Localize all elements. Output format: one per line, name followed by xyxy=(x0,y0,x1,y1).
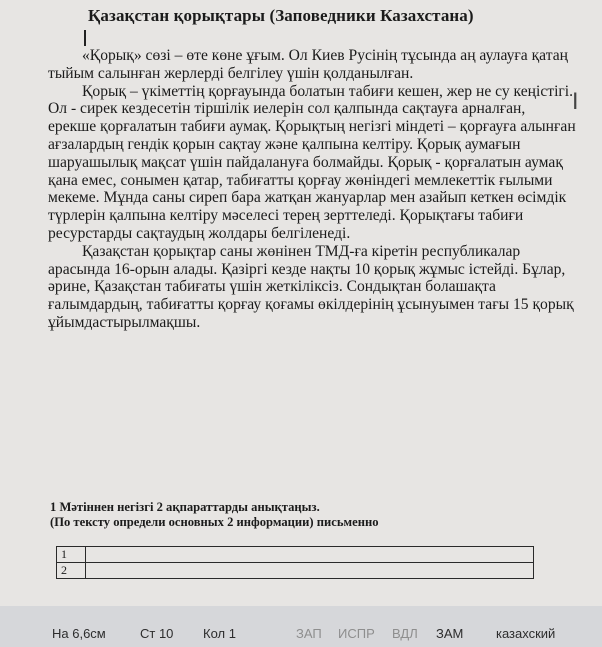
status-language[interactable]: казахский xyxy=(496,626,556,641)
status-rec[interactable]: ЗАП xyxy=(296,626,322,641)
row-number: 1 xyxy=(57,547,86,563)
status-ovr[interactable]: ЗАМ xyxy=(436,626,464,641)
answer-table[interactable] xyxy=(56,546,534,579)
status-bar xyxy=(0,606,602,647)
paragraph-1: «Қорық» сөзі – өте көне ұғым. Ол Киев Русінің тұсында аң аулауға қатаң тыйым салынған жерлерді белгілеу үшін қолданылған. xyxy=(48,47,568,82)
table-row[interactable] xyxy=(57,563,534,579)
paragraph-3: Қазақстан қорықтар саны жөнінен ТМД-ға кіретін республикалар арасында 16-орын алады. Қазіргі кезде нақты 10 қорық жұмыс істейді. Бұлар, әрине, Қазақстан табиғаты үшін жеткіліксіз. Сондықтан болашақта ғалымдардың, табиғатты қорғау қоғамы өкілдерінің ұсынуымен тағы 15 қорық ұйымдастырылмақшы. xyxy=(48,242,574,331)
text-cursor xyxy=(84,30,86,46)
status-position[interactable]: На 6,6см xyxy=(52,626,106,641)
answer-cell-1[interactable] xyxy=(86,547,534,563)
table-row[interactable] xyxy=(57,547,534,563)
status-ext[interactable]: ВДЛ xyxy=(392,626,418,641)
status-trk[interactable]: ИСПР xyxy=(338,626,375,641)
status-column[interactable]: Кол 1 xyxy=(203,626,236,641)
document-title: Қазақстан қорықтары (Заповедники Казахстана) xyxy=(88,6,474,25)
task-instructions xyxy=(50,500,379,530)
task-line-kazakh: 1 Мәтіннен негізгі 2 ақпараттарды анықтаңыз. xyxy=(50,500,320,514)
status-line[interactable]: Ст 10 xyxy=(140,626,174,641)
document-body[interactable] xyxy=(48,47,576,332)
task-line-russian: (По тексту определи основных 2 информации) письменно xyxy=(50,515,379,529)
row-number: 2 xyxy=(57,563,86,579)
paragraph-2: Қорық – үкіметтің қорғауында болатын табиғи кешен, жер не су кеңістігі. Ол - сирек кездесетін тіршілік иелерін сол қалпында сақтауға арналған, ерекше қорғалатын табиғи аумақ. Қорықтың негізгі міндеті – қорғауға алынған ағзалардың гендік қорын сақтау және қалпына келтіру. Қорық аумағын шаруашылық мақсат үшін пайдалануға болмайды. Қорық - қорғалатын аумақ қана емес, сонымен қатар, табиғатты қорғау жөніндегі мемлекеттік ғылыми мекеме. Мұнда саны сиреп бара жатқан жануарлар мен азайып кеткен өсімдік түрлерін қалпына келтіру мәселесі терең зерттеледі. Қорықтағы табиғи ресурстарды сақтаудың жолдары белгіленеді. xyxy=(48,82,576,242)
answer-cell-2[interactable] xyxy=(86,563,534,579)
mouse-ibeam-icon: I xyxy=(572,90,579,115)
